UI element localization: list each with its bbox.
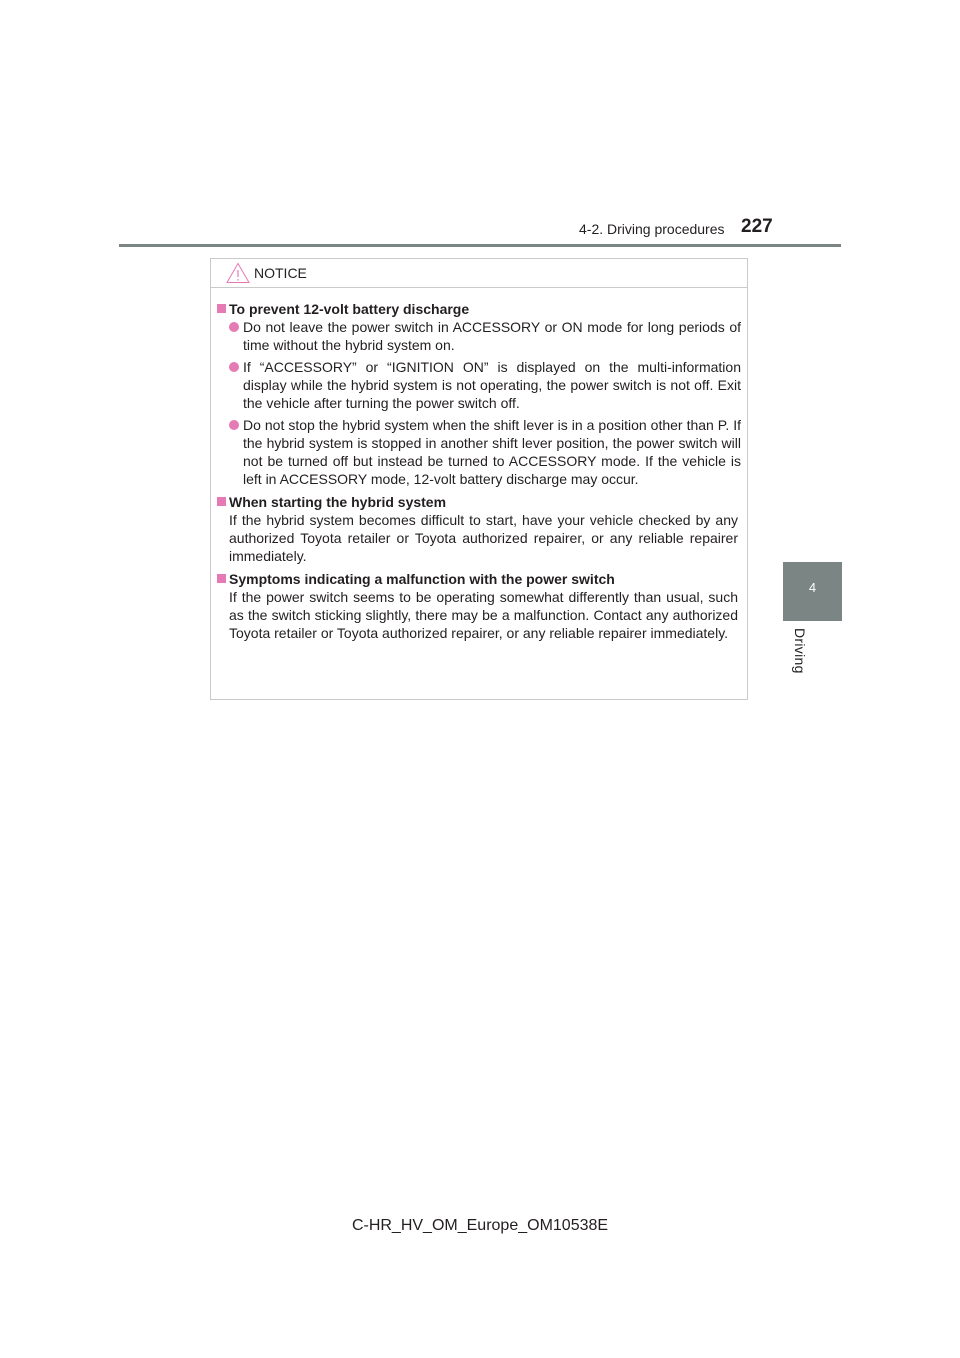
notice-section-battery: [217, 300, 741, 488]
notice-title: NOTICE: [254, 265, 307, 281]
chapter-tab: [783, 562, 842, 621]
chapter-label: Driving: [792, 628, 808, 674]
page-number: 227: [741, 216, 773, 237]
list-item: [217, 358, 741, 412]
chapter-number: 4: [808, 580, 817, 595]
circle-bullet-icon: [229, 322, 239, 332]
list-item: [217, 416, 741, 488]
document-code: C-HR_HV_OM_Europe_OM10538E: [351, 1217, 609, 1234]
section-text: If the power switch seems to be operating somewhat differently than usual, such as the switch sticking slightly, there may be a malfunction. Contact any authorized Toyota retailer or Toyota authorized repairer, or any reliable repairer immediately.: [229, 589, 738, 641]
square-bullet-icon: [217, 497, 226, 506]
section-text: If the hybrid system becomes difficult to start, have your vehicle checked by any authorized Toyota retailer or Toyota authorized repairer, or any reliable repairer immediately.: [229, 512, 738, 564]
square-bullet-icon: [217, 304, 226, 313]
section-title: Symptoms indicating a malfunction with the power switch: [229, 571, 615, 587]
list-item-text: Do not stop the hybrid system when the shift lever is in a position other than P. If the hybrid system is stopped in another shift lever position, the power switch will not be turned off but instead be turned to ACCESSORY mode. If the vehicle is left in ACCESSORY mode, 12-volt battery discharge may occur.: [243, 417, 741, 487]
notice-body: [217, 300, 741, 647]
notice-box: [210, 258, 748, 700]
notice-header: [211, 259, 747, 288]
square-bullet-icon: [217, 574, 226, 583]
warning-triangle-icon: [226, 262, 250, 284]
list-item-text: If “ACCESSORY” or “IGNITION ON” is displayed on the multi-information display while the hybrid system is not operating, the power switch is not off. Exit the vehicle after turning the power switch off.: [243, 359, 741, 411]
list-item: [217, 318, 741, 354]
circle-bullet-icon: [229, 420, 239, 430]
section-title: When starting the hybrid system: [229, 494, 447, 510]
section-title: To prevent 12-volt battery discharge: [229, 301, 470, 317]
notice-section-starting: [217, 493, 741, 565]
list-item-text: Do not leave the power switch in ACCESSORY or ON mode for long periods of time without the hybrid system on.: [243, 319, 741, 353]
header-section-title: 4-2. Driving procedures: [579, 221, 725, 237]
header-rule: [119, 244, 841, 247]
circle-bullet-icon: [229, 362, 239, 372]
notice-section-malfunction: [217, 570, 741, 642]
